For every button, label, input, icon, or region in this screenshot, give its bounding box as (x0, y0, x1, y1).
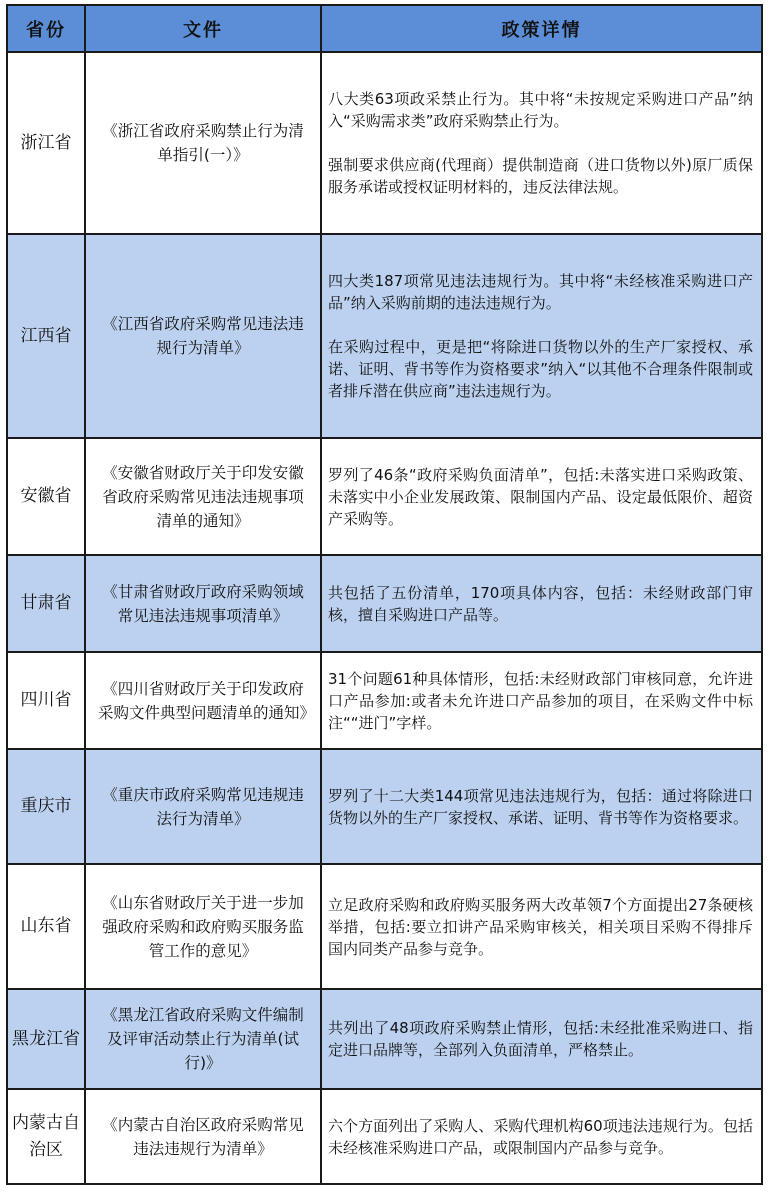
detail-paragraph: 六个方面列出了采购人、采购代理机构60项违法违规行为。包括未经核准采购进口产品，或限制国内产品参与竞争。 (328, 1116, 753, 1157)
detail-paragraph: 在采购过程中，更是把“将除进口货物以外的生产厂家授权、承诺、证明、背书等作为资格要求”纳入“以其他不合理条件限制或者排斥潜在供应商”违法违规行为。 (328, 338, 753, 400)
file-cell: 《浙江省政府采购禁止行为清单指引(一）》 (85, 52, 321, 234)
file-cell: 《安徽省财政厅关于印发安徽省政府采购常见违法违规事项清单的通知》 (85, 438, 321, 555)
table-row (7, 989, 762, 1089)
file-cell: 《甘肃省财政厅政府采购领域常见违法违规事项清单》 (85, 555, 321, 652)
detail-cell (321, 652, 762, 749)
detail-cell (321, 234, 762, 438)
detail-paragraph: 罗列了十二大类144项常见违法违规行为，包括：通过将除进口货物以外的生产厂家授权、承诺、证明、背书等作为资格要求。 (328, 786, 753, 827)
detail-paragraph: 立足政府采购和政府购买服务两大改革领7个方面提出27条硬核举措，包括:要立扣讲产品采购审核关，相关项目采购不得排斥国内同类产品参与竞争。 (328, 895, 753, 958)
province-cell: 安徽省 (7, 438, 85, 555)
province-cell: 山东省 (7, 864, 85, 989)
file-cell: 《山东省财政厅关于进一步加强政府采购和政府购买服务监管工作的意见》 (85, 864, 321, 989)
detail-cell (321, 52, 762, 234)
province-cell: 重庆市 (7, 749, 85, 864)
province-cell: 内蒙古自治区 (7, 1089, 85, 1184)
policy-table (6, 4, 763, 1185)
detail-cell (321, 1089, 762, 1184)
table-row (7, 1089, 762, 1184)
province-cell: 四川省 (7, 652, 85, 749)
file-cell: 《四川省财政厅关于印发政府采购文件典型问题清单的通知》 (85, 652, 321, 749)
table-row (7, 52, 762, 234)
detail-paragraph: 强制要求供应商(代理商）提供制造商（进口货物以外)原厂质保服务承诺或授权证明材料的，违反法律法规。 (328, 156, 753, 196)
detail-cell (321, 989, 762, 1089)
detail-paragraph: 共包括了五份清单，170项具体内容，包括：未经财政部门审核，擅自采购进口产品等。 (328, 583, 753, 624)
table-row (7, 555, 762, 652)
table-header-row (7, 5, 762, 52)
file-cell: 《内蒙古自治区政府采购常见违法违规行为清单》 (85, 1089, 321, 1184)
detail-paragraph: 31个问题61种具体情形，包括:未经财政部门审核同意，允许进口产品参加:或者未允许进口产品参加的项目，在采购文件中标注““进门”字样。 (328, 669, 753, 732)
policy-table-frame (6, 4, 761, 1186)
detail-cell (321, 438, 762, 555)
province-cell: 浙江省 (7, 52, 85, 234)
header-detail: 政策详情 (321, 5, 762, 52)
table-row (7, 652, 762, 749)
header-province: 省份 (7, 5, 85, 52)
detail-cell (321, 864, 762, 989)
file-cell: 《江西省政府采购常见违法违规行为清单》 (85, 234, 321, 438)
province-cell: 黑龙江省 (7, 989, 85, 1089)
table-row (7, 438, 762, 555)
province-cell: 甘肃省 (7, 555, 85, 652)
header-file: 文件 (85, 5, 321, 52)
detail-paragraph: 共列出了48项政府采购禁止情形，包括:未经批准采购进口、指定进口品牌等，全部列入负面清单，严格禁止。 (328, 1019, 753, 1059)
detail-cell (321, 749, 762, 864)
detail-cell (321, 555, 762, 652)
detail-paragraph: 四大类187项常见违法违规行为。其中将“未经核准采购进口产品”纳入采购前期的违法违规行为。 (328, 272, 753, 312)
file-cell: 《重庆市政府采购常见违规违法行为清单》 (85, 749, 321, 864)
table-row (7, 749, 762, 864)
table-row (7, 234, 762, 438)
province-cell: 江西省 (7, 234, 85, 438)
table-row (7, 864, 762, 989)
file-cell: 《黑龙江省政府采购文件编制及评审活动禁止行为清单(试行)》 (85, 989, 321, 1089)
detail-paragraph: 八大类63项政采禁止行为。其中将“未按规定采购进口产品”纳入“采购需求类”政府采购禁止行为。 (328, 90, 753, 130)
detail-paragraph: 罗列了46条“政府采购负面清单”，包括:未落实进口采购政策、未落实中小企业发展政策、限制国内产品、设定最低限价、超资产采购等。 (328, 465, 753, 528)
